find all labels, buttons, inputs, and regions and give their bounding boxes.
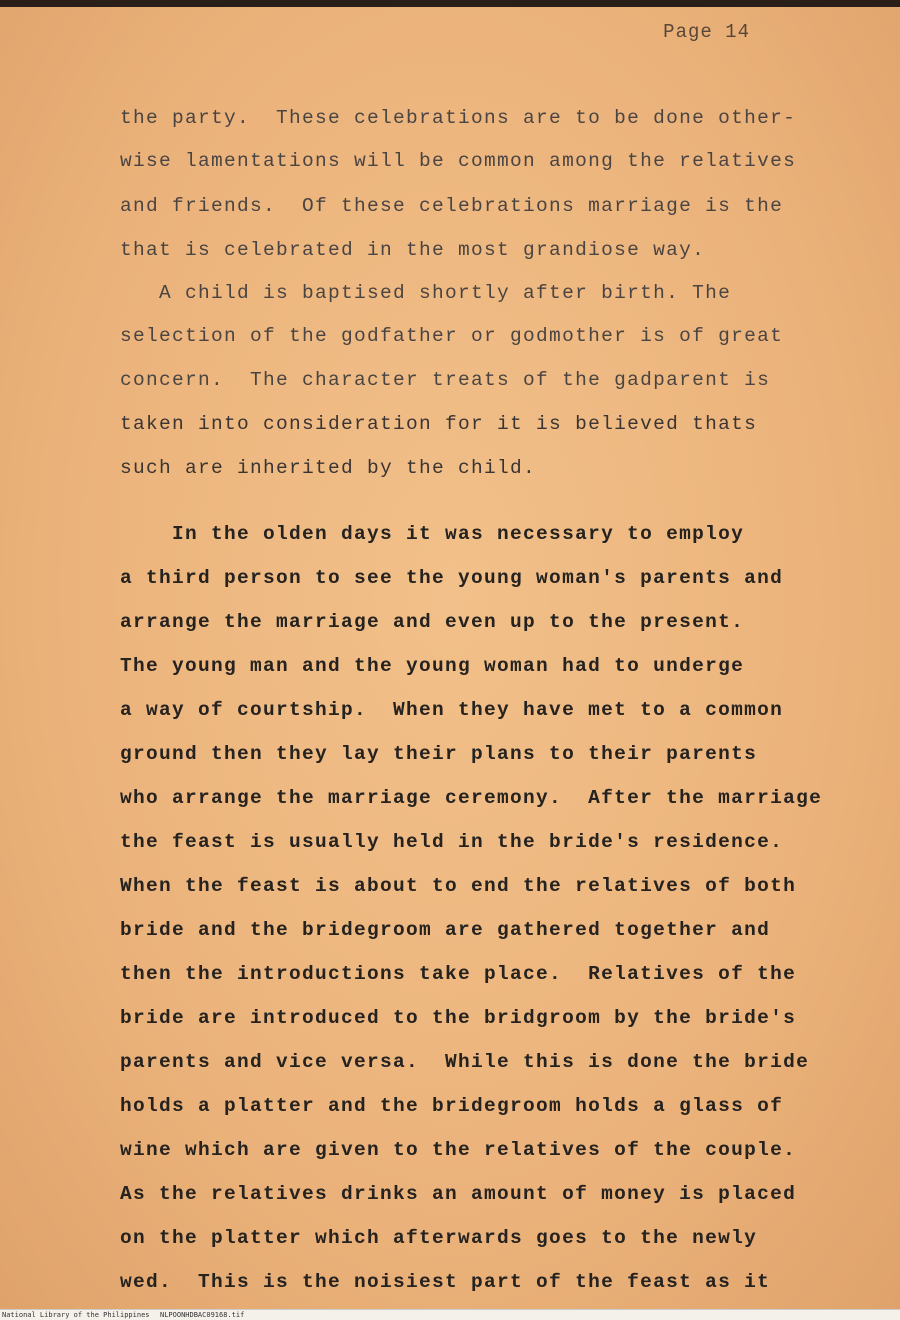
scan-file-id: NLPOONHDBAC09168.tif (160, 1311, 245, 1319)
text-line: arrange the marriage and even up to the present. (120, 611, 745, 633)
text-line: In the olden days it was necessary to employ (120, 523, 745, 545)
text-line: then the introductions take place. Relatives of the (120, 963, 797, 985)
text-line: The young man and the young woman had to underge (120, 655, 745, 677)
text-line: ground then they lay their plans to their parents (120, 743, 758, 765)
text-line: A child is baptised shortly after birth. The (120, 282, 732, 304)
text-line: holds a platter and the bridegroom holds a glass of (120, 1095, 784, 1117)
text-line: wise lamentations will be common among the relatives (120, 150, 797, 172)
typed-page (0, 7, 900, 1310)
text-line: a third person to see the young woman's parents and (120, 567, 784, 589)
text-line: bride are introduced to the bridgroom by the bride's (120, 1007, 797, 1029)
text-line: bride and the bridegroom are gathered together and (120, 919, 771, 941)
text-line: concern. The character treats of the gadparent is (120, 369, 771, 391)
scan-top-edge (0, 0, 900, 7)
text-line: on the platter which afterwards goes to the newly (120, 1227, 758, 1249)
text-line: parents and vice versa. While this is done the bride (120, 1051, 810, 1073)
text-line: such are inherited by the child. (120, 457, 537, 479)
text-line: When the feast is about to end the relatives of both (120, 875, 797, 897)
text-line: and friends. Of these celebrations marriage is the (120, 195, 784, 217)
text-line: the party. These celebrations are to be done other- (120, 107, 797, 129)
library-credit: National Library of the Philippines (2, 1311, 150, 1319)
text-line: selection of the godfather or godmother is of great (120, 325, 784, 347)
text-line: wed. This is the noisiest part of the feast as it (120, 1271, 771, 1293)
text-line: the feast is usually held in the bride's residence. (120, 831, 784, 853)
text-line: taken into consideration for it is believed thats (120, 413, 758, 435)
page-number: Page 14 (663, 21, 750, 43)
scan-footer (0, 1309, 900, 1320)
text-line: a way of courtship. When they have met to a common (120, 699, 784, 721)
text-line: that is celebrated in the most grandiose way. (120, 239, 706, 261)
text-line: As the relatives drinks an amount of money is placed (120, 1183, 797, 1205)
text-line: who arrange the marriage ceremony. After the marriage (120, 787, 823, 809)
text-line: wine which are given to the relatives of the couple. (120, 1139, 797, 1161)
